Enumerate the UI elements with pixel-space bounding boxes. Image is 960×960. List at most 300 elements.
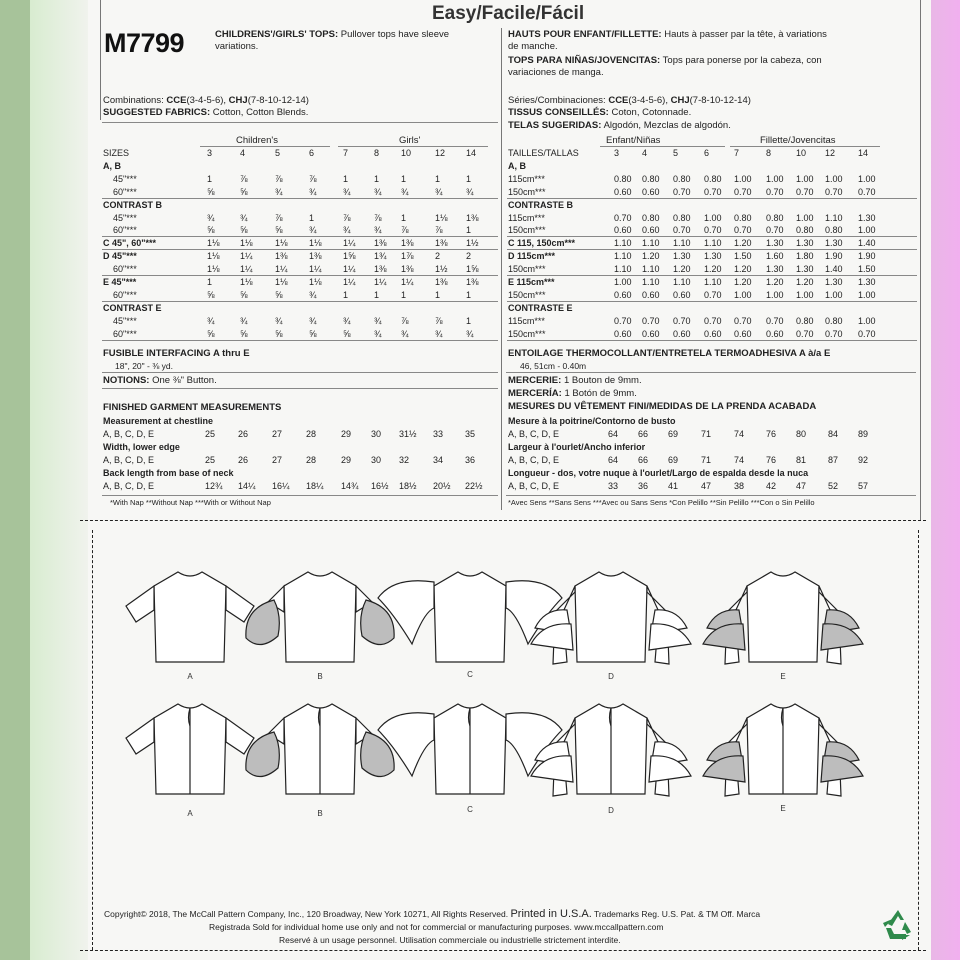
yardage-cell: 1.00 bbox=[734, 289, 752, 300]
en-title-desc-2: variations. bbox=[215, 41, 259, 52]
yardage-cell: 0.70 bbox=[858, 186, 876, 197]
yardage-cell: 1 bbox=[374, 289, 380, 300]
view-label-back: B bbox=[317, 809, 323, 818]
view-label-front: A bbox=[187, 672, 193, 681]
yardage-cell: ¾ bbox=[207, 212, 215, 223]
measurement-value: 76 bbox=[766, 429, 777, 439]
yardage-cell: 0.70 bbox=[704, 186, 722, 197]
yardage-cell: ¾ bbox=[275, 186, 283, 197]
measurement-value: 64 bbox=[608, 455, 619, 465]
measurement-value: 41 bbox=[668, 481, 679, 491]
yardage-cell: 1.00 bbox=[796, 173, 814, 184]
yardage-cell: 1¼ bbox=[343, 238, 356, 249]
yardage-cell: 0.70 bbox=[825, 328, 843, 339]
yardage-cell: 0.60 bbox=[642, 186, 660, 197]
short-sleeve bbox=[126, 718, 154, 754]
pattern-number: M7799 bbox=[104, 28, 185, 58]
measurement-value: 18¼ bbox=[306, 481, 324, 491]
yardage-cell: 1.10 bbox=[642, 238, 660, 249]
yardage-cell: 1¼ bbox=[240, 264, 253, 275]
yardage-cell: 1.50 bbox=[734, 251, 752, 262]
measurement-value: 42 bbox=[766, 481, 777, 491]
yardage-cell: 1.20 bbox=[642, 251, 660, 262]
yardage-cell: 1.40 bbox=[825, 264, 843, 275]
row-label: 45"*** bbox=[113, 212, 137, 223]
views: A, B, C, D, E bbox=[508, 481, 560, 491]
yardage-cell: 0.70 bbox=[704, 315, 722, 326]
yardage-cell: 1.00 bbox=[766, 173, 784, 184]
measurement-value: 18½ bbox=[399, 481, 417, 491]
yardage-cell: 1⅜ bbox=[401, 238, 414, 249]
yardage-cell: 1.20 bbox=[734, 277, 752, 287]
row-label: CONTRAST E bbox=[103, 302, 162, 313]
measurement-value: 30 bbox=[371, 455, 382, 465]
yardage-cell: 0.60 bbox=[614, 186, 632, 197]
yardage-cell: 1⅛ bbox=[207, 238, 220, 249]
yardage-cell: 1.30 bbox=[796, 264, 814, 275]
size-header: 14 bbox=[466, 148, 477, 158]
yardage-cell: 1.00 bbox=[858, 289, 876, 300]
yardage-cell: ¾ bbox=[401, 328, 409, 339]
views: A, B, C, D, E bbox=[508, 429, 560, 439]
measurement-value: 74 bbox=[734, 455, 745, 465]
row-label: CONTRASTE E bbox=[508, 302, 573, 313]
size-header: 4 bbox=[240, 148, 246, 158]
measurement-value: 36 bbox=[465, 455, 476, 465]
notions-en: NOTIONS: One ⅜" Button. bbox=[103, 375, 217, 386]
top-front-body bbox=[154, 572, 226, 662]
row-label: 60"*** bbox=[113, 264, 137, 275]
view-label-front: C bbox=[467, 670, 473, 679]
yardage-cell: ¾ bbox=[240, 212, 248, 223]
yardage-cell: 1.00 bbox=[825, 289, 843, 300]
measurement-value: 30 bbox=[371, 429, 382, 439]
yardage-cell: ¾ bbox=[374, 328, 382, 339]
footer-usage: Registrada Sold for individual home use only and not for commercial or manufacturing purposes. www.mccallpattern.com bbox=[209, 922, 664, 932]
yardage-cell: 1.30 bbox=[796, 238, 814, 249]
yardage-cell: 0.80 bbox=[704, 173, 722, 184]
row-label: 115cm*** bbox=[508, 212, 545, 223]
measurement-value: 27 bbox=[272, 455, 283, 465]
size-header: 5 bbox=[275, 148, 281, 158]
yardage-cell: 1.10 bbox=[642, 264, 660, 275]
yardage-cell: 1 bbox=[466, 173, 472, 184]
difficulty-label: Easy/Facile/Fácil bbox=[432, 3, 585, 24]
measurement-value: 89 bbox=[858, 429, 869, 439]
yardage-cell: 1 bbox=[401, 212, 407, 223]
yardage-cell: ⅝ bbox=[240, 225, 248, 236]
measurement-label: Width, lower edge bbox=[103, 442, 180, 452]
measurement-value: 14¾ bbox=[341, 481, 359, 491]
yardage-cell: ⅝ bbox=[207, 225, 215, 236]
yardage-cell: 1.10 bbox=[673, 277, 691, 287]
size-header: 14 bbox=[858, 148, 869, 158]
footnote-fr-es: *Avec Sens **Sans Sens ***Avec ou Sans Sens *Con Pelillo **Sin Pelillo ***Con o Sin Pelillo bbox=[508, 498, 815, 507]
measurement-label: Largeur à l'ourlet/Ancho inferior bbox=[508, 442, 646, 452]
yardage-cell: 1 bbox=[401, 173, 407, 184]
interfacing-label-en: FUSIBLE INTERFACING A thru E bbox=[103, 348, 250, 359]
fr-title: HAUTS POUR ENFANT/FILLETTE: bbox=[508, 29, 662, 40]
yardage-cell: 1.90 bbox=[858, 251, 876, 262]
yardage-cell: ⅝ bbox=[275, 289, 283, 300]
yardage-cell: ⅞ bbox=[309, 173, 317, 184]
yardage-cell: 1¼ bbox=[401, 277, 414, 287]
sizes-label: SIZES bbox=[103, 148, 130, 158]
yardage-cell: 0.70 bbox=[642, 315, 660, 326]
group-fillette: Fillette/Jovencitas bbox=[760, 135, 836, 146]
yardage-cell: 0.60 bbox=[766, 328, 784, 339]
yardage-cell: ¾ bbox=[343, 186, 351, 197]
yardage-cell: 0.80 bbox=[734, 212, 752, 223]
yardage-cell: 1.10 bbox=[614, 251, 632, 262]
yardage-cell: ⅞ bbox=[374, 212, 382, 223]
suggested-fabrics: SUGGESTED FABRICS: Cotton, Cotton Blends. bbox=[103, 107, 309, 118]
yardage-cell: 1¼ bbox=[343, 277, 356, 287]
yardage-cell: 0.60 bbox=[614, 328, 632, 339]
measurement-value: 35 bbox=[465, 429, 476, 439]
measurement-value: 31½ bbox=[399, 429, 417, 439]
yardage-cell: 1.10 bbox=[614, 238, 632, 249]
yardage-cell: 0.70 bbox=[796, 328, 814, 339]
yardage-cell: 1⅜ bbox=[309, 251, 322, 262]
yardage-cell: 1 bbox=[401, 289, 407, 300]
yardage-cell: ⅞ bbox=[275, 173, 283, 184]
top-front-body bbox=[747, 572, 819, 662]
row-label: 150cm*** bbox=[508, 264, 546, 275]
footer-copyright: Copyright© 2018, The McCall Pattern Company, Inc., 120 Broadway, New York 10271, All Rights Reserved. Printed in U.S.A. Trademarks Reg. U.S. Pat. & TM Off. Marca bbox=[104, 908, 761, 920]
row-label: CONTRASTE B bbox=[508, 199, 573, 210]
yardage-cell: 1.00 bbox=[858, 315, 876, 326]
measurement-value: 92 bbox=[858, 455, 869, 465]
yardage-cell: 1 bbox=[207, 277, 213, 287]
yardage-cell: 1.20 bbox=[766, 277, 784, 287]
yardage-cell: ¾ bbox=[275, 315, 283, 326]
row-label: A, B bbox=[508, 160, 526, 171]
yardage-cell: 1 bbox=[374, 173, 380, 184]
yardage-cell: 0.60 bbox=[704, 328, 722, 339]
yardage-cell: 0.80 bbox=[642, 212, 660, 223]
row-label: 45"*** bbox=[113, 173, 137, 184]
views: A, B, C, D, E bbox=[103, 429, 155, 439]
measurement-value: 29 bbox=[341, 455, 352, 465]
size-header: 12 bbox=[435, 148, 446, 158]
yardage-cell: 1¼ bbox=[343, 264, 356, 275]
top-front-body bbox=[575, 572, 647, 662]
size-header: 8 bbox=[766, 148, 772, 158]
yardage-cell: ⅞ bbox=[435, 315, 443, 326]
view-label-back: C bbox=[467, 805, 473, 814]
yardage-cell: 1⅜ bbox=[466, 212, 479, 223]
size-header: 3 bbox=[207, 148, 213, 158]
row-label: 115cm*** bbox=[508, 315, 545, 326]
yardage-cell: 1⅞ bbox=[401, 251, 414, 262]
yardage-cell: 0.70 bbox=[673, 315, 691, 326]
size-header: 4 bbox=[642, 148, 648, 158]
size-header: 10 bbox=[796, 148, 807, 158]
size-header: 7 bbox=[734, 148, 740, 158]
yardage-cell: 1.60 bbox=[766, 251, 784, 262]
yardage-cell: 0.70 bbox=[673, 186, 691, 197]
measurement-value: 16¼ bbox=[272, 481, 290, 491]
fr-title-desc-2: de manche. bbox=[508, 41, 558, 52]
yardage-cell: ⅞ bbox=[343, 212, 351, 223]
view-label-front: B bbox=[317, 672, 323, 681]
measurement-value: 71 bbox=[701, 429, 712, 439]
measurement-value: 76 bbox=[766, 455, 777, 465]
yardage-cell: 0.70 bbox=[766, 225, 784, 236]
yardage-cell: 1.00 bbox=[614, 277, 632, 287]
row-label: 150cm*** bbox=[508, 186, 546, 197]
yardage-cell: ¾ bbox=[343, 225, 351, 236]
size-header: 6 bbox=[704, 148, 710, 158]
yardage-cell: 1.10 bbox=[673, 238, 691, 249]
yardage-cell: 1 bbox=[466, 225, 472, 236]
measurement-label: Measurement at chestline bbox=[103, 416, 214, 426]
yardage-cell: 1 bbox=[466, 315, 472, 326]
view-label-back: A bbox=[187, 809, 193, 818]
yardage-cell: 1 bbox=[207, 173, 213, 184]
measurement-value: 14¼ bbox=[238, 481, 256, 491]
yardage-cell: ⅝ bbox=[240, 289, 248, 300]
yardage-cell: 1.30 bbox=[766, 264, 784, 275]
yardage-cell: ⅝ bbox=[309, 328, 317, 339]
yardage-cell: 1 bbox=[343, 289, 349, 300]
yardage-cell: 1¾ bbox=[374, 251, 387, 262]
top-front-body bbox=[284, 572, 356, 662]
row-label: C 115, 150cm*** bbox=[508, 238, 576, 249]
es-title-desc: Tops para ponerse por la cabeza, con bbox=[662, 55, 822, 66]
yardage-cell: 0.70 bbox=[614, 315, 632, 326]
yardage-cell: 1⅜ bbox=[401, 264, 414, 275]
yardage-cell: 1.40 bbox=[858, 238, 876, 249]
yardage-cell: 1.30 bbox=[825, 277, 843, 287]
measurement-label: Longueur - dos, votre nuque à l'ourlet/Largo de espalda desde la nuca bbox=[508, 468, 809, 478]
yardage-cell: 1 bbox=[435, 173, 441, 184]
yardage-cell: 1.00 bbox=[796, 212, 814, 223]
yardage-cell: ¾ bbox=[309, 289, 317, 300]
yardage-cell: 1 bbox=[309, 212, 315, 223]
yardage-cell: 0.60 bbox=[673, 328, 691, 339]
yardage-cell: 2 bbox=[466, 251, 472, 262]
yardage-cell: 0.80 bbox=[614, 173, 632, 184]
yardage-cell: ¾ bbox=[207, 315, 215, 326]
yardage-cell: 1.30 bbox=[858, 212, 876, 223]
yardage-cell: 0.60 bbox=[642, 289, 660, 300]
measurement-value: 47 bbox=[796, 481, 807, 491]
measurement-value: 69 bbox=[668, 455, 679, 465]
row-label: C 45", 60"*** bbox=[103, 238, 157, 249]
measurement-value: 12¾ bbox=[205, 481, 223, 491]
row-label: D 115cm*** bbox=[508, 251, 556, 262]
yardage-cell: ¾ bbox=[343, 315, 351, 326]
yardage-cell: 0.70 bbox=[766, 186, 784, 197]
yardage-cell: 0.80 bbox=[673, 212, 691, 223]
yardage-cell: 1.30 bbox=[858, 277, 876, 287]
yardage-cell: ¾ bbox=[466, 186, 474, 197]
measurement-value: 74 bbox=[734, 429, 745, 439]
measurement-value: 69 bbox=[668, 429, 679, 439]
measurement-value: 47 bbox=[701, 481, 712, 491]
yardage-cell: 1⅛ bbox=[309, 277, 322, 287]
yardage-cell: 1.10 bbox=[825, 212, 843, 223]
yardage-cell: 0.60 bbox=[614, 289, 632, 300]
yardage-cell: 1.90 bbox=[825, 251, 843, 262]
views: A, B, C, D, E bbox=[103, 481, 155, 491]
row-label: E 115cm*** bbox=[508, 277, 555, 287]
yardage-cell: ¾ bbox=[240, 315, 248, 326]
yardage-cell: 1¼ bbox=[240, 251, 253, 262]
measurement-value: 80 bbox=[796, 429, 807, 439]
measurement-value: 66 bbox=[638, 455, 649, 465]
yardage-cell: 1.20 bbox=[796, 277, 814, 287]
yardage-cell: 1.10 bbox=[614, 264, 632, 275]
size-header: 5 bbox=[673, 148, 679, 158]
view-label-front: D bbox=[608, 672, 614, 681]
measurement-value: 66 bbox=[638, 429, 649, 439]
yardage-cell: 0.70 bbox=[734, 186, 752, 197]
view-label-back: D bbox=[608, 806, 614, 815]
yardage-cell: 0.80 bbox=[796, 225, 814, 236]
yardage-cell: 1⅜ bbox=[466, 277, 479, 287]
yardage-cell: 1.30 bbox=[673, 251, 691, 262]
yardage-cell: 0.70 bbox=[825, 186, 843, 197]
measurement-value: 34 bbox=[433, 455, 444, 465]
yardage-cell: 1 bbox=[466, 289, 472, 300]
yardage-cell: 0.70 bbox=[766, 315, 784, 326]
yardage-cell: 1⅜ bbox=[374, 264, 387, 275]
measurement-value: 84 bbox=[828, 429, 839, 439]
row-label: 150cm*** bbox=[508, 328, 546, 339]
measurement-value: 32 bbox=[399, 455, 410, 465]
yardage-cell: 1.00 bbox=[858, 173, 876, 184]
yardage-cell: 1.00 bbox=[825, 173, 843, 184]
yardage-cell: 1⅜ bbox=[374, 238, 387, 249]
yardage-cell: 0.80 bbox=[825, 225, 843, 236]
yardage-cell: 1¼ bbox=[309, 264, 322, 275]
size-header: 10 bbox=[401, 148, 412, 158]
measurement-value: 57 bbox=[858, 481, 869, 491]
yardage-cell: ⅝ bbox=[207, 186, 215, 197]
size-header: 3 bbox=[614, 148, 620, 158]
measurement-value: 52 bbox=[828, 481, 839, 491]
yardage-cell: 1⅛ bbox=[207, 264, 220, 275]
yardage-cell: 1.30 bbox=[704, 251, 722, 262]
yardage-cell: 1½ bbox=[466, 238, 479, 249]
yardage-cell: 0.70 bbox=[858, 328, 876, 339]
footer-reserve: Reservé à un usage personnel. Utilisation commerciale ou industrielle strictement interdite. bbox=[279, 935, 621, 945]
yardage-cell: 1.30 bbox=[766, 238, 784, 249]
yardage-cell: 0.70 bbox=[704, 225, 722, 236]
yardage-cell: ¾ bbox=[466, 328, 474, 339]
fabrics-fr: TISSUS CONSEILLÉS: Coton, Cotonnade. bbox=[508, 107, 692, 118]
fabrics-es: TELAS SUGERIDAS: Algodón, Mezclas de algodón. bbox=[508, 120, 731, 131]
yardage-cell: 1.30 bbox=[825, 238, 843, 249]
interfacing-label-fr-es: ENTOILAGE THERMOCOLLANT/ENTRETELA TERMOADHESIVA A à/a E bbox=[508, 348, 831, 359]
yardage-cell: 1.50 bbox=[858, 264, 876, 275]
yardage-cell: 0.80 bbox=[766, 212, 784, 223]
measurement-value: 25 bbox=[205, 429, 216, 439]
yardage-cell: 0.80 bbox=[825, 315, 843, 326]
yardage-cell: 1 bbox=[435, 289, 441, 300]
yardage-cell: 0.80 bbox=[673, 173, 691, 184]
yardage-cell: ⅞ bbox=[275, 212, 283, 223]
measurement-value: 81 bbox=[796, 455, 807, 465]
group-children: Children's bbox=[236, 135, 278, 146]
recycle-icon bbox=[880, 908, 916, 942]
yardage-cell: 0.70 bbox=[704, 289, 722, 300]
measurement-value: 33 bbox=[608, 481, 619, 491]
measurement-value: 33 bbox=[433, 429, 444, 439]
yardage-cell: 1.00 bbox=[766, 289, 784, 300]
top-front-body bbox=[434, 572, 506, 662]
es-title: TOPS PARA NIÑAS/JOVENCITAS: bbox=[508, 55, 661, 66]
row-label: 45"*** bbox=[113, 315, 137, 326]
yardage-cell: ¾ bbox=[309, 225, 317, 236]
yardage-cell: 1¼ bbox=[275, 264, 288, 275]
yardage-cell: ⅝ bbox=[275, 328, 283, 339]
yardage-cell: 1⅝ bbox=[466, 264, 479, 275]
yardage-cell: 0.60 bbox=[614, 225, 632, 236]
yardage-cell: 1⅜ bbox=[275, 251, 288, 262]
fr-title-desc: Hauts à passer par la tête, à variations bbox=[664, 29, 827, 40]
measurement-value: 28 bbox=[306, 455, 317, 465]
yardage-cell: 0.60 bbox=[642, 328, 660, 339]
yardage-cell: 1.00 bbox=[796, 289, 814, 300]
yardage-cell: ¾ bbox=[435, 328, 443, 339]
row-label: 60"*** bbox=[113, 328, 137, 339]
measurement-label: Mesure à la poitrine/Contorno de busto bbox=[508, 416, 676, 426]
yardage-cell: 0.70 bbox=[614, 212, 632, 223]
yardage-cell: 1 bbox=[343, 173, 349, 184]
yardage-cell: 0.70 bbox=[796, 186, 814, 197]
measurement-value: 22½ bbox=[465, 481, 483, 491]
measurement-value: 26 bbox=[238, 429, 249, 439]
finished-label-fr-es: MESURES DU VÊTEMENT FINI/MEDIDAS DE LA PRENDA ACABADA bbox=[508, 401, 817, 412]
finished-label-en: FINISHED GARMENT MEASUREMENTS bbox=[103, 402, 282, 413]
yardage-cell: 1½ bbox=[435, 264, 448, 275]
yardage-cell: 0.80 bbox=[796, 315, 814, 326]
yardage-cell: ⅝ bbox=[207, 289, 215, 300]
merceria: MERCERÍA: 1 Botón de 9mm. bbox=[508, 388, 637, 399]
yardage-cell: 1.20 bbox=[734, 238, 752, 249]
size-header: 12 bbox=[825, 148, 836, 158]
yardage-cell: 1⅛ bbox=[240, 277, 253, 287]
yardage-cell: 1⅛ bbox=[240, 238, 253, 249]
yardage-cell: 1⅜ bbox=[435, 277, 448, 287]
yardage-cell: 1.10 bbox=[642, 277, 660, 287]
short-sleeve bbox=[126, 586, 154, 622]
row-label: CONTRAST B bbox=[103, 199, 162, 210]
yardage-cell: 1.20 bbox=[734, 264, 752, 275]
measurement-value: 64 bbox=[608, 429, 619, 439]
mercerie: MERCERIE: 1 Bouton de 9mm. bbox=[508, 375, 642, 386]
yardage-cell: 1.00 bbox=[858, 225, 876, 236]
measurement-label: Back length from base of neck bbox=[103, 468, 234, 478]
yardage-cell: ⅝ bbox=[343, 328, 351, 339]
yardage-cell: ¾ bbox=[309, 186, 317, 197]
size-header: 8 bbox=[374, 148, 380, 158]
yardage-cell: ⅝ bbox=[240, 186, 248, 197]
interfacing-en: 18", 20" - ⅜ yd. bbox=[115, 361, 174, 371]
row-label: 115cm*** bbox=[508, 173, 545, 184]
measurement-value: 20½ bbox=[433, 481, 451, 491]
yardage-cell: 1.00 bbox=[734, 173, 752, 184]
yardage-cell: ⅞ bbox=[240, 173, 248, 184]
yardage-cell: 1.20 bbox=[673, 264, 691, 275]
yardage-cell: 1¼ bbox=[374, 277, 387, 287]
yardage-cell: 0.70 bbox=[673, 225, 691, 236]
measurement-value: 28 bbox=[306, 429, 317, 439]
